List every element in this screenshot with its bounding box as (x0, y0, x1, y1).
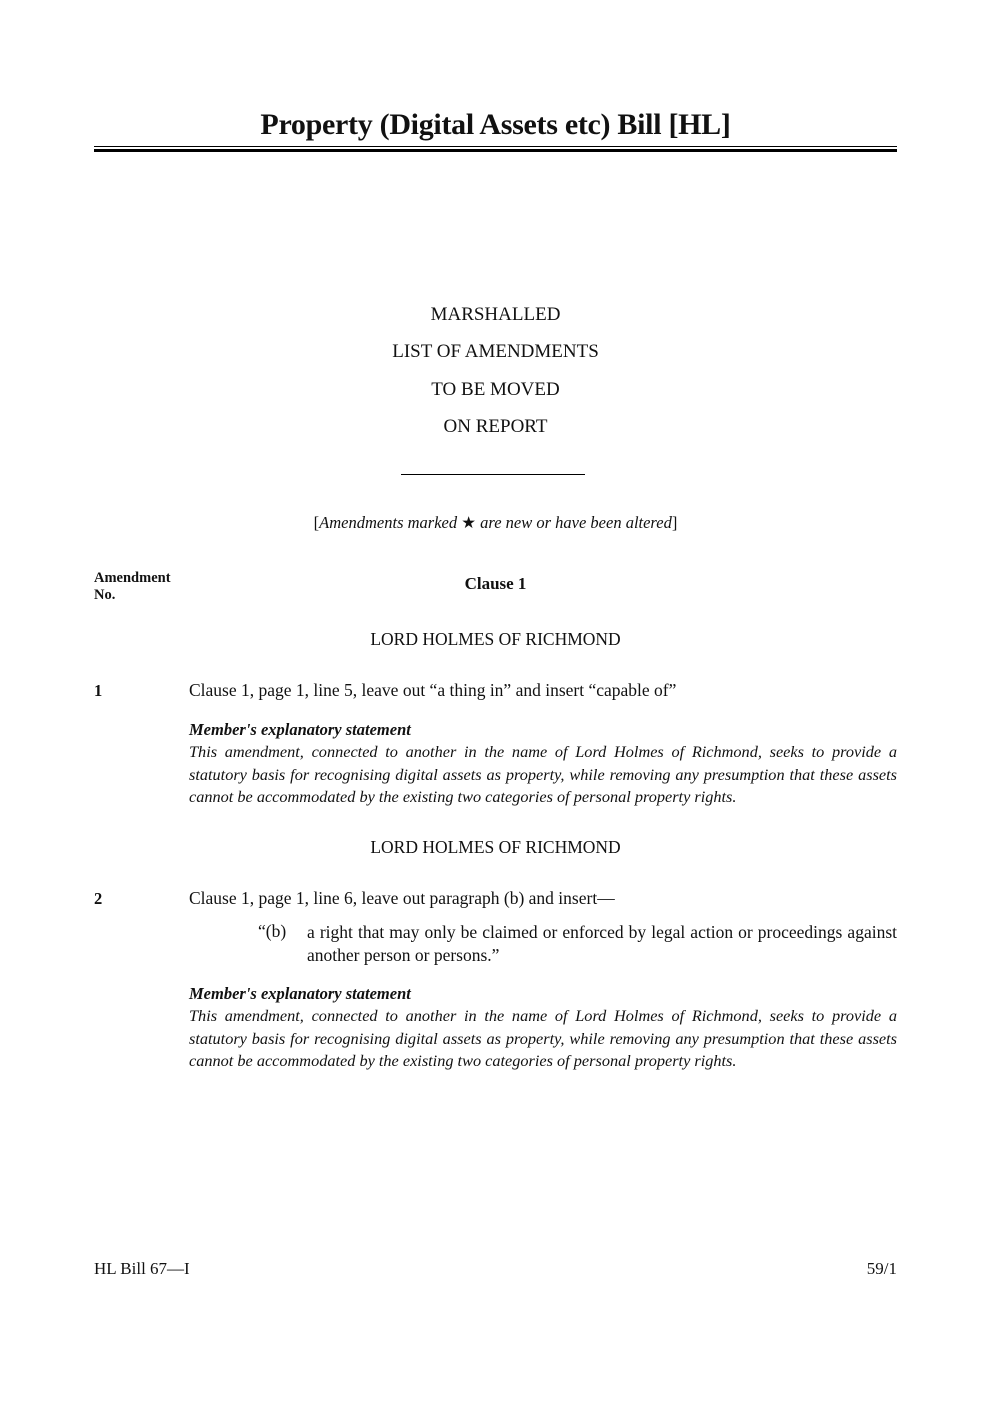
title-rule-thin (94, 146, 897, 147)
title-rule-thick (94, 149, 897, 152)
amendments-note (94, 513, 897, 533)
amendment-2-member: LORD HOLMES OF RICHMOND (370, 837, 621, 857)
note-close-bracket: ] (671, 513, 678, 532)
amendment-2-insert-label: “(b) (258, 921, 287, 941)
amendment-2-insert-text: a right that may only be claimed or enforced by legal action or proceedings against another person or persons.” (307, 922, 897, 965)
amendment-2-text: Clause 1, page 1, line 6, leave out paragraph (b) and insert— (189, 888, 615, 908)
heading-line-to-be-moved: TO BE MOVED (431, 379, 560, 400)
footer-page-reference: 59/1 (866, 1259, 897, 1278)
amendment-1-statement-body: This amendment, connected to another in the name of Lord Holmes of Richmond, seeks to provide a statutory basis for recognising digital assets as property, while removing any presumption that these assets cannot be accommodated by the existing two categories of personal property rights. (189, 742, 897, 806)
clause-heading: Clause 1 (464, 574, 527, 593)
amendment-1-statement-title: Member's explanatory statement (189, 720, 411, 739)
column-label-line1: Amendment (94, 570, 171, 586)
column-label-line2: No. (94, 587, 116, 603)
heading-line-list-of-amendments: LIST OF AMENDMENTS (392, 341, 599, 362)
star-icon: ★ (461, 513, 477, 532)
heading-line-marshalled: MARSHALLED (430, 304, 561, 325)
footer-bill-reference: HL Bill 67—I (94, 1259, 190, 1278)
amendment-1-text: Clause 1, page 1, line 5, leave out “a thing in” and insert “capable of” (189, 680, 677, 700)
amendment-1-number: 1 (94, 681, 103, 700)
note-text-before: Amendments marked (319, 513, 462, 532)
amendment-2-number: 2 (94, 889, 103, 908)
note-open-bracket: [ (313, 513, 320, 532)
heading-divider (401, 474, 585, 475)
bill-title: Property (Digital Assets etc) Bill [HL] (260, 108, 731, 141)
amendment-2-statement-title: Member's explanatory statement (189, 984, 411, 1003)
amendment-1-member: LORD HOLMES OF RICHMOND (370, 629, 621, 649)
note-text-after: are new or have been altered (476, 513, 672, 532)
heading-line-on-report: ON REPORT (443, 416, 548, 437)
amendment-2-statement-body: This amendment, connected to another in the name of Lord Holmes of Richmond, seeks to provide a statutory basis for recognising digital assets as property, while removing any presumption that these assets cannot be accommodated by the existing two categories of personal property rights. (189, 1006, 897, 1070)
